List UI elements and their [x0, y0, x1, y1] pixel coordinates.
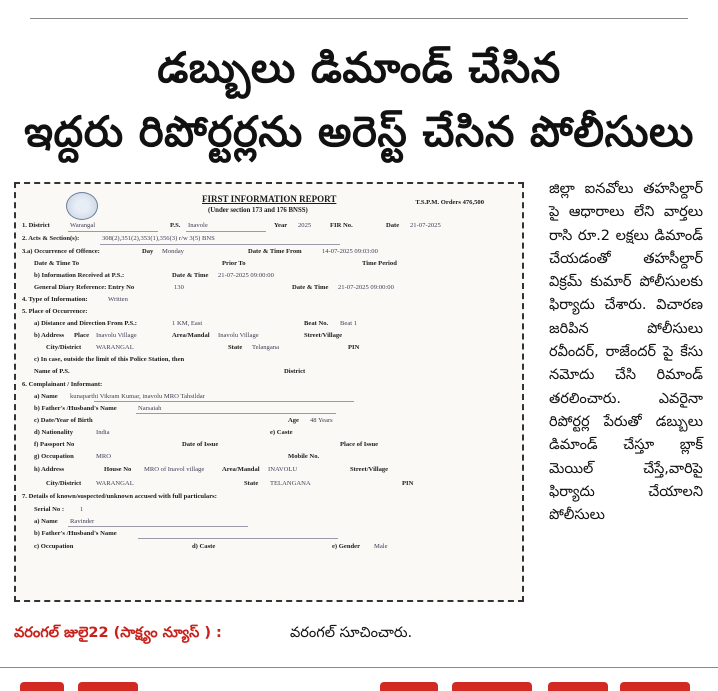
city-value: WARANGAL	[96, 344, 134, 351]
fir-row-info-received	[22, 272, 516, 282]
form-line	[94, 401, 354, 402]
gd-date-time-label: Date & Time	[292, 284, 329, 291]
fir-row-place	[22, 308, 516, 318]
info-type-label: 4. Type of Information:	[22, 296, 88, 303]
distance-label: a) Distance and Direction From P.S.:	[34, 320, 137, 327]
c-city-value: WARANGAL	[96, 480, 134, 487]
fir-row-date-to	[22, 260, 516, 270]
c-state-value: TELANGANA	[270, 480, 311, 487]
fir-row-gd	[22, 284, 516, 294]
fir-row-complainant	[22, 381, 516, 391]
c-street-label: Street/Village	[350, 466, 389, 473]
headline-line-2: ఇద్దరు రిపోర్టర్లను అరెస్ట్ చేసిన పోలీసులు	[24, 107, 694, 156]
c-nationality-value: India	[96, 429, 110, 436]
fir-row-outside	[22, 356, 516, 366]
c-dob-label: c) Date/Year of Birth	[34, 417, 93, 424]
name-ps-label: Name of P.S.	[34, 368, 70, 375]
c-father-label: b) Father's /Husband's Name	[34, 405, 117, 412]
c-address-label: h) Address	[34, 466, 65, 473]
c-house-value: MRO of Inavol village	[144, 466, 205, 473]
c-name-value: kunaparthi Vikram Kumar, inavolu MRO Tahsildar	[70, 393, 205, 400]
c-mobile-label: Mobile No.	[288, 453, 320, 460]
fir-row-c-passport	[22, 441, 516, 451]
a-gender-value: Male	[374, 543, 388, 550]
state-value: Telangana	[252, 344, 279, 351]
fir-row-address	[22, 332, 516, 342]
info-date-time-value: 21-07-2025 09:00:00	[218, 272, 274, 279]
fir-row-c-nationality	[22, 429, 516, 439]
info-received-label: b) Information Received at P.S.:	[34, 272, 125, 279]
form-line	[100, 244, 340, 245]
c-pin-label: PIN	[402, 480, 414, 487]
beat-value: Beat 1	[340, 320, 358, 327]
area-value: Inavolu Village	[218, 332, 259, 339]
prior-to-label: Prior To	[222, 260, 246, 267]
place-sub-label: Place	[74, 332, 90, 339]
c-nationality-label: d) Nationality	[34, 429, 74, 436]
article-body: జిల్లా ఐనవోలు తహసిల్దార్ పై ఆధారాలు లేని వార్తలు రాసి రూ.2 లక్షలు డిమాండ్ చేయడంతో తహసీల్దార్ విక్రమ్ కుమార్ పోలీసులకు ఫిర్యాదు చేశారు. విచారణ జరిపిన పోలీసులు రవీందర్, రాజేందర్ పై కేసు నమోదు చేసి రిమాండ్ తరలించారు. ఎవరైనా రిపోర్టర్ల పేరుతో డబ్బులు డిమాండ్ చేస్తూ బ్లాక్ మెయిల్ చేస్తే,వారిపై ఫిర్యాదు చేయాలని పోలీసులు	[549, 181, 703, 524]
c-age-label: Age	[288, 417, 299, 424]
article-dateline: వరంగల్ జులై22 (సాక్ష్యం న్యూస్ ) :	[14, 625, 222, 641]
top-rule	[30, 18, 688, 19]
district2-label: District	[284, 368, 306, 375]
fir-row-info-type	[22, 296, 516, 306]
c-occupation-value: MRO	[96, 453, 112, 460]
fir-form	[22, 188, 516, 600]
fir-date-label: Date	[386, 222, 400, 229]
telangana-emblem-icon	[66, 192, 98, 220]
fir-row-c-dob	[22, 417, 516, 427]
c-age-value: 48 Years	[310, 417, 333, 424]
occurrence-label: 3.a) Occurrence of Offence:	[22, 248, 100, 255]
accused-label: 7. Details of known/suspected/unknown accused with full particulars:	[22, 493, 217, 500]
c-caste-label: e) Caste	[270, 429, 293, 436]
date-time-from-value: 14-07-2025 09:03:00	[322, 248, 378, 255]
c-area-value: INAVOLU	[268, 466, 298, 473]
c-issue-place-label: Place of Issue	[340, 441, 379, 448]
ps-value: Inavole	[188, 222, 208, 229]
headline-line-1: డబ్బులు డిమాండ్ చేసిన	[157, 43, 561, 92]
year-label: Year	[274, 222, 288, 229]
beat-label: Beat No.	[304, 320, 329, 327]
a-caste-label: d) Caste	[192, 543, 216, 550]
c-occupation-label: g) Occupation	[34, 453, 74, 460]
info-type-value: Written	[108, 296, 128, 303]
fir-row-c-address	[22, 466, 516, 476]
c-passport-label: f) Passport No	[34, 441, 75, 448]
c-city-label: City/District	[46, 480, 82, 487]
c-state-label: State	[244, 480, 259, 487]
fir-title: FIRST INFORMATION REPORT	[202, 194, 337, 204]
fir-document-image	[14, 182, 524, 602]
a-name-label: a) Name	[34, 518, 58, 525]
form-line	[136, 413, 336, 414]
area-label: Area/Mandal	[172, 332, 210, 339]
district-value: Warangal	[70, 222, 96, 229]
fir-no-label: FIR No.	[330, 222, 353, 229]
address-label: b) Address	[34, 332, 65, 339]
c-father-value: Narsaiah	[138, 405, 162, 412]
fir-row-name-ps	[22, 368, 516, 378]
c-issue-date-label: Date of Issue	[182, 441, 219, 448]
c-house-label: House No	[104, 466, 132, 473]
serial-label: Serial No :	[34, 506, 65, 513]
next-headline-cutoff	[20, 678, 700, 691]
c-name-label: a) Name	[34, 393, 58, 400]
place-value: Inavolu Village	[96, 332, 137, 339]
day-label: Day	[142, 248, 154, 255]
time-period-label: Time Period	[362, 260, 397, 267]
form-line	[138, 538, 338, 539]
outside-label: c) In case, outside the limit of this Police Station, then	[34, 356, 185, 363]
gd-date-time-value: 21-07-2025 09:00:00	[338, 284, 394, 291]
fir-orders: T.S.P.M. Orders 476,500	[415, 199, 484, 206]
fir-row-distance	[22, 320, 516, 330]
gd-label: General Diary Reference: Entry No	[34, 284, 135, 291]
state-label: State	[228, 344, 243, 351]
place-label: 5. Place of Occurrence:	[22, 308, 88, 315]
a-name-value: Ravinder	[70, 518, 95, 525]
complainant-label: 6. Complainant / Informant:	[22, 381, 103, 388]
fir-subtitle: (Under section 173 and 176 BNSS)	[208, 207, 308, 214]
info-date-time-label: Date & Time	[172, 272, 209, 279]
date-time-from-label: Date & Time From	[248, 248, 302, 255]
form-line	[68, 231, 158, 232]
street-label: Street/Village	[304, 332, 343, 339]
bottom-rule	[0, 667, 718, 668]
fir-row-city	[22, 344, 516, 354]
a-gender-label: e) Gender	[332, 543, 361, 550]
district-label: 1. District	[22, 222, 50, 229]
c-area-label: Area/Mandal	[222, 466, 260, 473]
a-occupation-label: c) Occupation	[34, 543, 74, 550]
distance-value: 1 KM, East	[172, 320, 203, 327]
year-value: 2025	[298, 222, 312, 229]
ps-label: P.S.	[170, 222, 181, 229]
date-time-to-label: Date & Time To	[34, 260, 79, 267]
a-father-label: b) Father's /Husband's Name	[34, 530, 117, 537]
city-label: City/District	[46, 344, 82, 351]
article-dateline-continuation: వరంగల్ సూచించారు.	[290, 625, 413, 641]
fir-row-c-occupation	[22, 453, 516, 463]
fir-row-occurrence	[22, 248, 516, 258]
serial-value: 1	[80, 506, 84, 513]
fir-row-c-city	[22, 480, 516, 490]
pin-label: PIN	[348, 344, 360, 351]
gd-entry-value: 130	[174, 284, 184, 291]
fir-date-value: 21-07-2025	[410, 222, 441, 229]
fir-row-serial	[22, 506, 516, 516]
fir-row-a-occupation	[22, 543, 516, 553]
form-line	[186, 231, 266, 232]
acts-value: 308(2),351(2),353(1),356(3) r/w 3(5) BNS	[102, 235, 215, 242]
day-value: Monday	[162, 248, 184, 255]
acts-label: 2. Acts & Section(s):	[22, 235, 80, 242]
form-line	[68, 526, 248, 527]
fir-row-accused	[22, 493, 516, 503]
